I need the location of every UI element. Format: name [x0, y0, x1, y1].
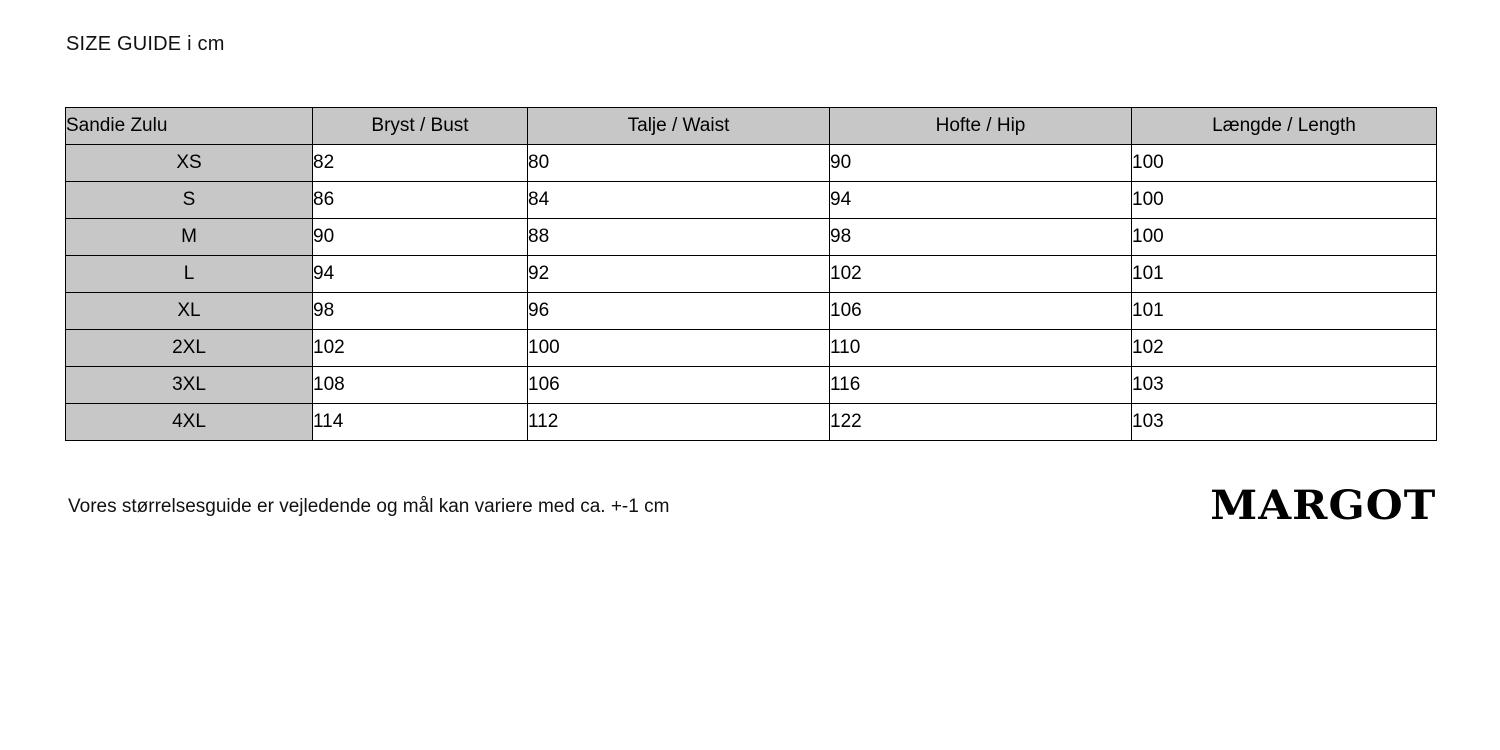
- hip-value: 116: [830, 367, 1132, 404]
- length-value: 103: [1132, 404, 1437, 441]
- bust-value: 82: [313, 145, 528, 182]
- table-row: [66, 404, 1437, 441]
- waist-value: 106: [528, 367, 830, 404]
- length-value: 101: [1132, 293, 1437, 330]
- size-label: XL: [66, 293, 313, 330]
- hip-value: 98: [830, 219, 1132, 256]
- table-row: [66, 293, 1437, 330]
- table-corner-label: Sandie Zulu: [66, 108, 313, 145]
- size-table-container: [65, 107, 1436, 441]
- table-row: [66, 145, 1437, 182]
- size-label: S: [66, 182, 313, 219]
- waist-value: 84: [528, 182, 830, 219]
- length-value: 100: [1132, 219, 1437, 256]
- size-label: M: [66, 219, 313, 256]
- table-header-row: [66, 108, 1437, 145]
- length-value: 103: [1132, 367, 1437, 404]
- length-value: 100: [1132, 182, 1437, 219]
- size-label: 4XL: [66, 404, 313, 441]
- brand-logo: MARGOT: [1209, 482, 1436, 529]
- bust-value: 90: [313, 219, 528, 256]
- size-label: L: [66, 256, 313, 293]
- waist-value: 96: [528, 293, 830, 330]
- column-header-waist: Talje / Waist: [528, 108, 830, 145]
- table-row: [66, 182, 1437, 219]
- waist-value: 92: [528, 256, 830, 293]
- length-value: 101: [1132, 256, 1437, 293]
- column-header-hip: Hofte / Hip: [830, 108, 1132, 145]
- table-row: [66, 256, 1437, 293]
- size-label: XS: [66, 145, 313, 182]
- bust-value: 102: [313, 330, 528, 367]
- bust-value: 108: [313, 367, 528, 404]
- size-label: 2XL: [66, 330, 313, 367]
- length-value: 100: [1132, 145, 1437, 182]
- hip-value: 110: [830, 330, 1132, 367]
- hip-value: 94: [830, 182, 1132, 219]
- hip-value: 122: [830, 404, 1132, 441]
- disclaimer-text: Vores størrelsesguide er vejledende og mål kan variere med ca. +-1 cm: [68, 496, 670, 517]
- waist-value: 100: [528, 330, 830, 367]
- table-row: [66, 219, 1437, 256]
- hip-value: 102: [830, 256, 1132, 293]
- table-row: [66, 330, 1437, 367]
- waist-value: 112: [528, 404, 830, 441]
- column-header-bust: Bryst / Bust: [313, 108, 528, 145]
- hip-value: 106: [830, 293, 1132, 330]
- bust-value: 114: [313, 404, 528, 441]
- table-row: [66, 367, 1437, 404]
- page-title: SIZE GUIDE i cm: [66, 33, 225, 55]
- bust-value: 98: [313, 293, 528, 330]
- size-table: [65, 107, 1437, 441]
- column-header-length: Længde / Length: [1132, 108, 1437, 145]
- waist-value: 88: [528, 219, 830, 256]
- size-label: 3XL: [66, 367, 313, 404]
- waist-value: 80: [528, 145, 830, 182]
- bust-value: 94: [313, 256, 528, 293]
- length-value: 102: [1132, 330, 1437, 367]
- hip-value: 90: [830, 145, 1132, 182]
- bust-value: 86: [313, 182, 528, 219]
